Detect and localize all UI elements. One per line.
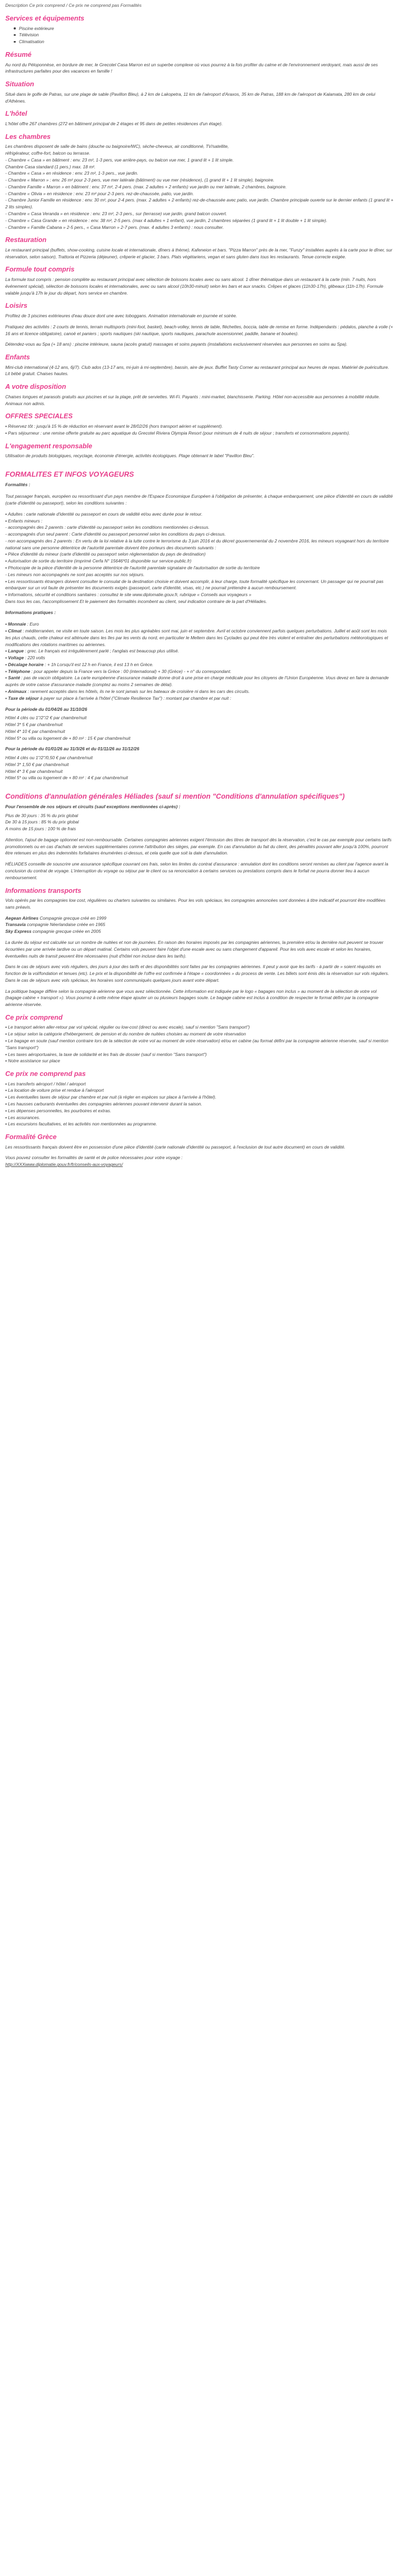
chambres-line: réfrigérateur, coffre-fort, balcon ou terrasse.: [5, 150, 91, 156]
info-value: à payer sur place à l'arrivée à l'hôtel ("Climate Resilience Tax") : montant par chambre et par nuit :: [38, 695, 232, 701]
info-line: [5, 688, 394, 695]
company-line: [5, 921, 394, 928]
situation-text: Situé dans le golfe de Patras, sur une plage de sable (Pavillon Bleu), à 2 km de Lakopetra, 11 km de l'aéroport d'Araxos, 35 km de Patras, 188 km de l'aéroport de Kalamata, 280 km de celui d'Athènes.: [5, 91, 375, 104]
info-line: [5, 628, 394, 648]
situation-title: Situation: [5, 80, 34, 88]
loisirs-title: Loisirs: [5, 301, 27, 310]
info-key: ▪ Décalage horaire: [5, 661, 44, 667]
formalites-lines: [5, 511, 394, 605]
annulation-title: Conditions d'annulation générales Héliades (sauf si mention "Conditions d'annulation spécifiques"): [5, 792, 345, 801]
formule-text: La formule tout compris : pension complète au restaurant principal avec sélection de boissons locales avec ou sans alcool. 1 dîner thématique dans un restaurant à la carte (min. 7 nuits, hors événement spécial), sélection de boissons locales et internationales, avec ou sans alcool (10h30-minuit) selon les bars et aux snacks. Crêpes et glaces (11h30-17h), glibeaux (11h-17h). Formule valable jusqu'à 17h le jour du départ, hors service en chambre.: [5, 277, 384, 296]
annulation-line: Plus de 30 jours : 35 % du prix global: [5, 812, 78, 818]
chambres-line: - Chambre « Olivia » en résidence : env. 23 m² pour 2-3 pers. rez-de-chaussée, patio, vue jardin.: [5, 190, 194, 196]
tax-line: Hôtel 4 clés ou 1"/2"/2 € par chambre/nuit: [5, 715, 87, 721]
offre-line: ▪ Pars séjourneur : une remise offerte gratuite au parc aquatique du Grecotel Riviera Olympia Resort (pour minimum de 4 nuits de séjour ; transferts et consommations payants).: [5, 430, 351, 436]
prix-pas-line: ▪ Les éventuelles taxes de séjour par chambre et par nuit (à régler en espèces sur place à l'arrivée à l'hôtel).: [5, 1094, 216, 1100]
prix-pas-title: Ce prix ne comprend pas: [5, 1070, 86, 1078]
infos-lines: [5, 621, 394, 701]
chambres-line: - Chambre « Casa Grande » en résidence : env. 38 m², 2-5 pers. (max 4 adultes + 1 enfant), vue jardin, 2 chambres séparées (1 grand lit + 1 lit double + 1 lit simple).: [5, 217, 327, 223]
engagement-text: Utilisation de produits biologiques, recyclage, économie d'énergie, activités écologiques. Plage obtenant le label "Pavillon Bleu".: [5, 453, 255, 459]
annulation-line: De 30 à 15 jours : 85 % du prix global: [5, 819, 79, 825]
offres-lines: [5, 423, 394, 437]
company-line: [5, 928, 394, 935]
info-value: : pas de vaccin obligatoire. La carte européenne d'assurance maladie donne droit à une prise en charge médicale pour les citoyens de l'Union Européenne. Vous devez en faire la demande auprès de votre caisse d'assurance maladie (comptez au moins 2 semaines de délai).: [5, 675, 389, 688]
formalites-intro: Tout passager français, européen ou ressortissant d'un pays membre de l'Espace Economique Européen à l'obligation de présenter, à chaque embarquement, une pièce d'identité en cours de validité (carte d'identité ou passeport), selon les conditions suivantes :: [5, 494, 393, 506]
annulation-lines: [5, 812, 394, 832]
company-desc: Compagnie grecque créé en 1999: [38, 915, 106, 921]
chambres-line: - Chambre « Marron » : env. 26 m² pour 2-3 pers, vue mer latérale (bâtiment) ou vue mer (résidence), (1 grand lit + 1 lit simple), baignoire.: [5, 177, 275, 183]
company-name: Transavia: [5, 922, 26, 928]
info-line: [5, 668, 394, 675]
diplomatie-link[interactable]: http://XXXwww.diplomatie.gouv.fr/fr/conseils-aux-voyageurs/: [5, 1162, 123, 1168]
company-desc: compagnie grecque créée en 2005: [31, 929, 101, 934]
enfants-text: Mini-club international (4-12 ans, 6j/7). Club ados (13-17 ans, mi-juin à mi-septembre), bassin, aire de jeux. Buffet Tasty Corner au restaurant principal aux heures de repas. Matériel de puériculture. Lit bébé gratuit. Chaises hautes.: [5, 364, 390, 377]
tax-line: Hôtel 3* 5 € par chambre/nuit: [5, 722, 63, 728]
infos-label: Informations pratiques :: [5, 609, 56, 615]
restauration-title: Restauration: [5, 236, 47, 244]
hotel-title: L'hôtel: [5, 109, 27, 118]
chambres-title: Les chambres: [5, 132, 51, 140]
prix-comprend-line: ▪ Le transport aérien aller-retour par vol spécial, régulier ou low-cost (direct ou avec escale), sauf si mention "Sans transport"): [5, 1024, 250, 1030]
formule-title: Formule tout compris: [5, 265, 75, 274]
info-key: ▪ Climat: [5, 628, 22, 634]
chambres-lines: [5, 143, 394, 230]
prix-pas-line: ▪ Les assurances.: [5, 1114, 41, 1120]
tax-line: Hôtel 3* 1,50 € par chambre/nuit: [5, 761, 69, 767]
prix-comprend-line: ▪ Notre assistance sur place: [5, 1058, 60, 1064]
taxes-period-1: Pour la période du 01/04/26 au 31/10/26: [5, 706, 87, 712]
info-line: [5, 621, 394, 628]
formalite-line: ▪ Enfants mineurs :: [5, 518, 43, 524]
formalite-line: ▪ Photocopie de la pièce d'identité de la personne détentrice de l'autorité parentale signataire de l'autorisation de sortie du territoire: [5, 565, 260, 570]
info-key: ▪ Taxe de séjour: [5, 695, 39, 701]
info-value: : méditerranéen, ne visite en toute saison. Les mois les plus agréables sont mai, juin et septembre. Avril et octobre conviennent parfois quelques perturbations. Juillet et août sont les mois les plus chauds, cette chaleur est atténuée dans les îles par les vents du nord, en particulier le Meltem dans les Cyclades qui peut être très violent et entraîner des perturbations météorologiques et modifications des rotations maritimes ou aériennes.: [5, 628, 388, 647]
loisirs-text-2: Pratiquez des activités : 2 courts de tennis, terrain multisports (mini-foot, basket), beach-volley, tennis de table, fléchettes, boccia, table de remise en forme. Indépendants : pédalos, planche à voile (+ 16 ans et licence obligatoire), canoë et paniers ; sports nautiques (ski nautique, sports nautiques, parachute ascensionnel, paddle, banane et bouées).: [5, 324, 393, 336]
formalite-line: ▪ Les ressortissants étrangers doivent consulter le consulat de la destination choisie et doivent accomplir, à leur charge, toute formalité spécifique les concernant. Un passager qui ne pourrait pas embarquer sur un vol faute de présenter les documents exigés (passeport, carte d'identité, visas, etc.) ne pourrait prétendre à aucun remboursement.: [5, 578, 384, 591]
taxes-period-2: Pour la période du 01/01/26 au 31/3/26 et du 01/11/26 au 31/12/26: [5, 746, 139, 752]
description-header: Description Ce prix comprend / Ce prix ne comprend pas Formalités: [5, 3, 142, 8]
tax-line: Hôtel 4* 10 € par chambre/nuit: [5, 728, 65, 734]
disposition-text: Chaises longues et parasols gratuits aux piscines et sur la plage, prêt de serviettes. Wi-Fi. Payants : mini-market, blanchisserie. Parking. Hôtel non-accessible aux personnes à mobilité réduite. Animaux non admis.: [5, 394, 380, 406]
prix-comprend-line: ▪ Le bagage en soute (sauf mention contraire lors de la sélection de votre vol au moment de votre réservation) et/ou en cabine (au format défini par la compagnie aérienne réservée, sauf si mention "Sans transport"): [5, 1038, 388, 1050]
offres-title: OFFRES SPECIALES: [5, 412, 73, 420]
taxes-1-lines: [5, 715, 394, 741]
chambres-line: - Chambre « Casa » en bâtiment : env. 23 m², 1-3 pers, vue arrière-pays, ou balcon vue mer, 1 grand lit + 1 lit simple.: [5, 157, 234, 163]
tax-line: Hôtel 5* ou villa ou logement de + 80 m² : 4 € par chambre/nuit: [5, 775, 128, 781]
tax-line: Hôtel 5* ou villa ou logement de + 80 m² : 15 € par chambre/nuit: [5, 735, 131, 741]
formalite-grece-link[interactable]: [5, 1161, 394, 1168]
resume-title: Résumé: [5, 50, 32, 58]
companies-lines: [5, 915, 394, 935]
prix-comprend-lines: [5, 1024, 394, 1064]
info-value: : pour appeler depuis la France vers la Grèce : 00 (international) + 30 (Grèce) - + n° du correspondant.: [30, 668, 232, 674]
formalite-line: - non accompagnés des 2 parents : En vertu de la loi relative à la lutte contre le terrorisme du 3 juin 2016 et du décret gouvernemental du 2 novembre 2016, les mineurs voyageant hors du territoire national sans une personne détentrice de l'autorité parentale doivent être porteurs des documents suivants :: [5, 538, 389, 550]
page: [0, 0, 399, 1182]
annulation-text-2: HÉLIADES conseille de souscrire une assurance spécifique couvrant ces frais, selon les limites du contrat d'assurance : annulation dont les conditions seront remises au client par l'agence avant la conclusion du contrat de voyage. L'interruption du voyage ou séjour par le client ou sa renonciation à certains services ou prestations compris dans le forfait ne pourra donner lieu à aucun remboursement.: [5, 861, 388, 880]
chambres-line: - Chambre « Famille Cabana » 2-5 pers., « Casa Marron » 2-7 pers. (max. 4 adultes 3 enfants) : nous consulter.: [5, 224, 224, 230]
prix-pas-line: ▪ Les hausses carburants éventuelles des compagnies aériennes pouvant intervenir durant la saison.: [5, 1101, 203, 1106]
info-value: : rarement acceptés dans les hôtels, ils ne le sont jamais sur les bateaux de croisière ni dans les cars des circuits.: [26, 689, 250, 694]
list-item: Climatisation: [19, 38, 394, 45]
chambres-line: - Chambre « Casa » en résidence : env. 23 m², 1-3 pers., vue jardin.: [5, 170, 138, 176]
company-name: Sky Express: [5, 929, 32, 934]
prix-pas-line: ▪ Les transferts aéroport / hôtel / aéroport: [5, 1081, 86, 1086]
annulation-text-1: Attention, l'ajout de bagage optionnel est non-remboursable. Certaines compagnies aériennes exigent l'émission des titres de transport dès la réservation, c'est le cas par exemple pour certains tarifs promotionnels ou en cas d'achats de services supplémentaires comme l'attribution des sièges, par exemple. En cas d'annulation du fait du client, des pénalités pouvant aller jusqu'à 100%, pourront être retenues en plus des indemnités forfaitaires énumérées ci-dessus, et cela quelle que soit la date d'annulation.: [5, 837, 392, 856]
list-item: Télévision: [19, 32, 394, 38]
list-item: Piscine extérieure: [19, 25, 394, 32]
restauration-text: Le restaurant principal (buffets, show-cooking, cuisine locale et internationale, dîners à thème), Kafeneion et bars. "Pizza Marron" près de la mer, "Funzy" installées auprès à la carte pour le dîner, sur réservation, selon saison), Trattoria et Pizzeria (déjeuner), crêperie et glacier, 3 bars. Plats végétariens, vegan et sans gluten dans tous les restaurants. Tenue correcte exigée.: [5, 247, 393, 259]
annulation-lead: Pour l'ensemble de nos séjours et circuits (sauf exceptions mentionnées ci-après) :: [5, 803, 181, 809]
chambres-line: - Chambre « Casa Veranda » en résidence : env. 23 m², 2-3 pers., sur (terrasse) vue jardin, grand balcon couvert.: [5, 210, 227, 216]
info-line: [5, 661, 394, 668]
tax-line: Hôtel 4 clés ou 1"/2"/0,50 € par chambre/nuit: [5, 755, 93, 761]
transport-text-2: La durée du séjour est calculée sur un nombre de nuitées et non de journées. En raison des horaires imposés par les compagnies aériennes, la première et/ou la dernière nuit peuvent se trouver écourtées par une arrivée tardive ou un départ matinal. Certains vols peuvent faire l'objet d'une escale avec ou sans changement d'appareil. Pour les vols avec escale et selon les horaires, éventuelles nuits de transit peuvent être nécessaires (nuit d'hôtel non incluse dans les tarifs).: [5, 939, 384, 959]
loisirs-text-3: Détendez-vous au Spa (+ 18 ans) : piscine intérieure, sauna (accès gratuit) massages et soins payants (installations exclusivement réservées aux personnes en soins au Spa).: [5, 341, 348, 347]
resume-text: Au nord du Péloponnèse, en bordure de mer, le Grecotel Casa Marron est un superbe complexe où vous pourrez à la fois profiter du calme et de l'environnement verdoyant, mais aussi de ses infrastructures parfaites pour des vacances en famille !: [5, 62, 378, 74]
engagement-title: L'engagement responsable: [5, 441, 93, 450]
transport-text-3: Dans le cas de séjours avec vols réguliers, des jours à jour des tarifs et des disponibilités sont faites par les compagnies aériennes. Il peut y avoir que les tarifs - à partir de » soient réajustés en fonction de la vol/fondation et tenues (etc). Le prix et la disponibilité de l'offre est confirmée à l'étape « coordonnées » du process de vente. Les billets sont émis dès la réservation sur vols réguliers. Dans le cas de séjours avec vols spéciaux, les horaires sont communiqués quelques jours avant votre départ.: [5, 964, 389, 983]
formalite-line: - accompagnés d'un seul parent : Carte d'identité ou passeport personnel selon les conditions du pays ci-dessus.: [5, 531, 226, 537]
transport-text-4: La politique bagage diffère selon la compagnie aérienne que vous avez sélectionnée. Cette information est indiquée par le logo « bagages non inclus » au moment de la sélection de votre vol (bagage cabine + transport »). Vous pourrez à cette même étape ajouter un ou plusieurs bagages soute. Le bagage cabine est inclus à condition de respecter le format défini par la compagnie aérienne réservée.: [5, 988, 378, 1008]
formalites-label: Formalités :: [5, 481, 31, 487]
prix-pas-line: ▪ Les dépenses personnelles, les pourboires et extras.: [5, 1108, 112, 1113]
services-list: [5, 25, 394, 45]
formalite-line: ▪ Pièce d'identité du mineur (carte d'identité ou passeport selon réglementation du pays de destination): [5, 551, 206, 557]
formalite-grece-title: Formalité Grèce: [5, 1133, 57, 1141]
formalite-line: - Les mineurs non accompagnés ne sont pas acceptés sur nos séjours.: [5, 571, 145, 577]
prix-comprend-line: ▪ Les taxes aéroportuaires, la taxe de solidarité et les frais de dossier (sauf si mention "Sans transport"): [5, 1051, 207, 1057]
info-line: [5, 695, 394, 702]
prix-comprend-title: Ce prix comprend: [5, 1013, 63, 1021]
chambres-line: Les chambres disposent de salle de bains (douche ou baignoire/WC), sèche-cheveux, air conditionné, TV/satellite,: [5, 144, 229, 149]
info-value: : grec. Le français est irrégulièrement parlé ; l'anglais est beaucoup plus utilisé.: [24, 648, 179, 654]
info-value: : 220 volts: [24, 655, 45, 661]
disposition-title: A votre disposition: [5, 383, 66, 391]
enfants-title: Enfants: [5, 353, 30, 361]
formalite-grece-text-2: Vous pouvez consulter les formalités de santé et de police nécessaires pour votre voyage :: [5, 1155, 183, 1161]
annulation-line: A moins de 15 jours : 100 % de frais: [5, 826, 76, 832]
info-key: ▪ Voltage: [5, 655, 24, 661]
prix-pas-line: ▪ Les excursions facultatives, et les activités non mentionnées au programme.: [5, 1121, 157, 1127]
company-line: [5, 915, 394, 922]
transport-title: Informations transports: [5, 886, 82, 894]
info-key: ▪ Animaux: [5, 689, 27, 694]
info-value: : + 1h Lorsqu'il est 12 h en France, il est 13 h en Grèce.: [43, 661, 154, 667]
formalite-line: ▪ Autorisation de sortie du territoire (imprimé Cerfa N° 15646*01 disponible sur service-public.fr): [5, 558, 192, 564]
info-line: [5, 648, 394, 655]
formalite-grece-text-1: Les ressortissants français doivent être en possession d'une pièce d'identité (carte nationale d'identité ou passeport, à l'exclusion de tout autre document) en cours de validité.: [5, 1144, 346, 1150]
tax-line: Hôtel 4* 3 € par chambre/nuit: [5, 768, 63, 774]
prix-comprend-line: ▪ Le séjour selon la catégorie d'hébergement, de pension et du nombre de nuitées choisies au moment de votre réservation: [5, 1031, 246, 1037]
prix-pas-lines: [5, 1081, 394, 1128]
chambres-line: - Chambre Famille « Marron » en bâtiment : env. 37 m², 2-4 pers. (max. 2 adultes + 2 enfants) vue jardin ou mer latérale, 2 chambres, baignoire.: [5, 184, 287, 189]
info-key: ▪ Langue: [5, 648, 24, 654]
info-line: [5, 655, 394, 661]
loisirs-text-1: Profitez de 3 piscines extérieures d'eau douce dont une avec toboggans. Animation internationale en journée et soirée.: [5, 313, 237, 318]
taxes-2-lines: [5, 754, 394, 781]
formalite-line: Dans tous les cas, l'accomplissement Et le paiement des formalités incombent au client, seul indication contraire de la part d'Héliades.: [5, 598, 267, 604]
info-key: ▪ Santé: [5, 675, 21, 681]
formalite-line: ▪ Informations, sécurité et conditions sanitaires : consultez le site www.diplomatie.gouv.fr, rubrique « Conseils aux voyageurs »: [5, 592, 252, 598]
info-value: : Euro: [26, 621, 39, 627]
prix-pas-line: ▪ La location de voiture prise et rendue à l'aéroport: [5, 1088, 104, 1093]
hotel-text: L'hôtel offre 267 chambres (272 en bâtiment principal de 2 étages et 95 dans de petites résidences d'un étage).: [5, 120, 223, 126]
formalite-line: - accompagnés des 2 parents : carte d'identité ou passeport selon les conditions mentionnées ci-dessus.: [5, 525, 210, 530]
transport-text: Vols opérés par les compagnies low cost, régulières ou charters suivantes ou similaires. Pour les vols spéciaux, les compagnies annoncées sont données à titre indicatif et pourront être modifiées sans préavis.: [5, 898, 386, 910]
formalites-title: FORMALITES ET INFOS VOYAGEURS: [5, 470, 134, 478]
formalite-line: ▪ Adultes : carte nationale d'identité ou passeport en cours de validité et/ou avec durée pour le retour.: [5, 511, 203, 517]
services-title: Services et équipements: [5, 14, 85, 23]
info-key: ▪ Téléphone: [5, 668, 31, 674]
info-key: ▪ Monnaie: [5, 621, 26, 627]
chambres-line: - Chambre Junior Famille en résidence : env. 30 m², pour 2-4 pers. (max. 2 adultes + 2 enfants) rez-de-chaussée avec patio, vue jardin. Chambre principale ouverte sur le dernier enfants (1 grand lit + 2 lits simples).: [5, 197, 394, 210]
info-line: [5, 675, 394, 688]
company-name: Aegean Airlines: [5, 915, 38, 921]
company-desc: compagnie Néerlandaise créée en 1965: [25, 922, 105, 928]
offre-line: ▪ Réservez tôt : jusqu'à 15 % de réduction en réservant avant le 28/02/26 (hors transport aérien et supplément).: [5, 423, 223, 429]
chambres-line: Chambre Casa standard (1 pers.) max. 18 m².: [5, 164, 96, 169]
